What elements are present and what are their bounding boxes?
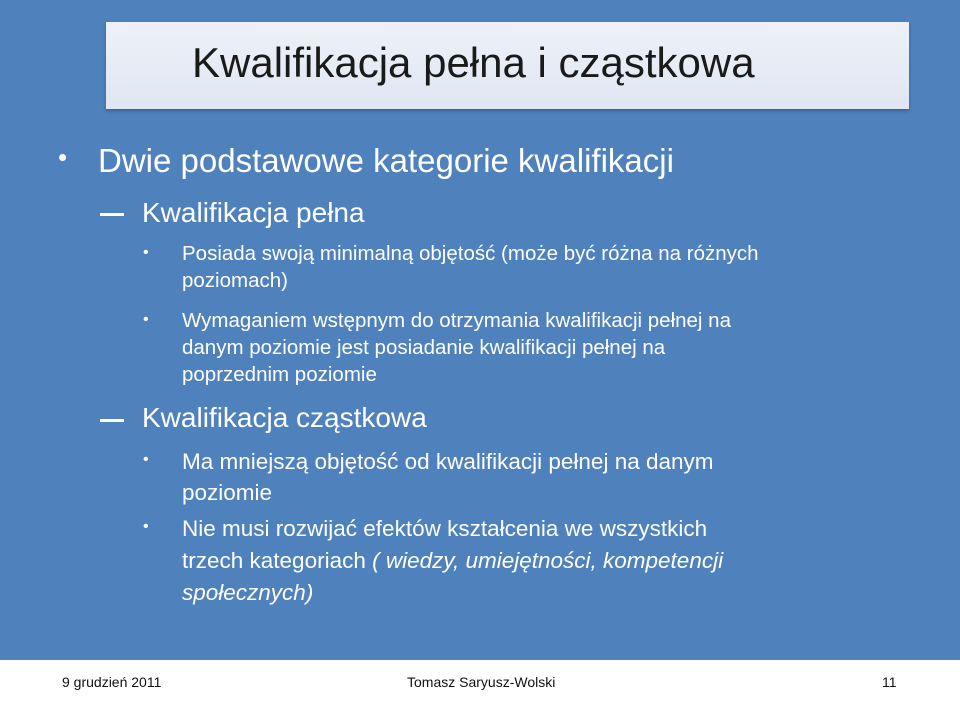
bullet-icon: •: [143, 518, 149, 535]
list-item-line: Posiada swoją minimalną objętość (może być różna na różnych: [182, 242, 759, 265]
list-item-line: poprzednim poziomie: [182, 363, 377, 386]
footer-author: Tomasz Saryusz-Wolski: [407, 674, 556, 690]
list-item-line: poziomach): [182, 269, 288, 292]
list-item-line: [182, 545, 723, 577]
bullet-icon: •: [143, 451, 149, 468]
section-label-full: Kwalifikacja pełna: [142, 197, 365, 228]
list-item-line: danym poziomie jest posiadanie kwalifikacji pełnej na: [182, 336, 666, 359]
list-item-text: trzech kategoriach: [182, 548, 373, 573]
list-item-text-italic: ( wiedzy, umiejętności, kompetencji: [372, 548, 724, 573]
dash-icon: [100, 419, 124, 422]
list-item-line: Wymaganiem wstępnym do otrzymania kwalifikacji pełnej na: [182, 309, 731, 332]
list-item-line: społecznych): [182, 580, 314, 605]
title-box: [106, 22, 909, 109]
footer-date: 9 grudzień 2011: [62, 674, 162, 690]
footer-page-number: 11: [882, 674, 897, 690]
main-heading: Dwie podstawowe kategorie kwalifikacji: [98, 142, 674, 179]
bullet-icon: •: [143, 244, 149, 261]
section-label-partial: Kwalifikacja cząstkowa: [142, 402, 427, 433]
bullet-icon: •: [58, 142, 68, 172]
list-item-line: poziomie: [182, 480, 273, 505]
list-item-line: Ma mniejszą objętość od kwalifikacji pełnej na danym: [182, 449, 714, 474]
dash-icon: [100, 213, 124, 216]
slide-title: Kwalifikacja pełna i cząstkowa: [192, 39, 755, 86]
list-item-line: Nie musi rozwijać efektów kształcenia we wszystkich: [182, 516, 708, 541]
bullet-icon: •: [143, 311, 149, 328]
